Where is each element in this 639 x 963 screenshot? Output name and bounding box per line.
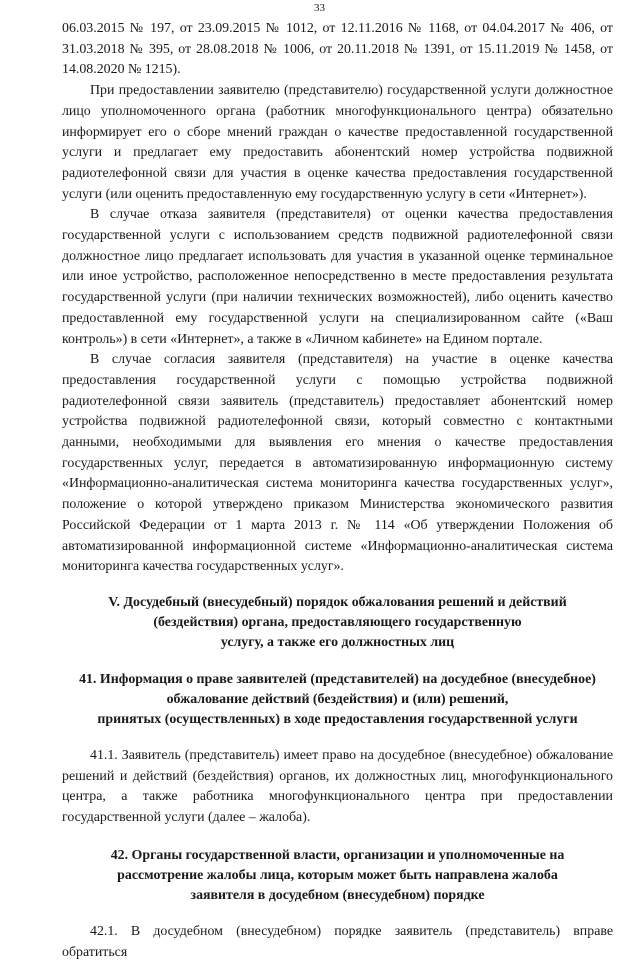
subsection-42-heading-line: 42. Органы государственной власти, организации и уполномоченные на xyxy=(110,847,565,863)
paragraph-42-1: 42.1. В досудебном (внесудебном) порядке заявитель (представитель) вправе обратиться xyxy=(62,923,613,960)
paragraph-41-1: 41.1. Заявитель (представитель) имеет право на досудебное (внесудебное) обжалование решений и действий (бездействия) органов, их должностных лиц, многофункционального центра, а также работника многофункционального центра при предоставлении государственной услуги (далее – жалоба). xyxy=(62,747,613,826)
subsection-41-heading-line: 41. Информация о праве заявителей (представителей) на досудебное (внесудебное) xyxy=(79,671,596,687)
section-v-heading-line: V. Досудебный (внесудебный) порядок обжалования решений и действий xyxy=(108,594,567,610)
document-body xyxy=(62,19,613,963)
subsection-42-heading xyxy=(62,846,613,906)
paragraph-amendments: 06.03.2015 № 197, от 23.09.2015 № 1012, от 12.11.2016 № 1168, от 04.04.2017 № 406, от 31.03.2018 № 395, от 28.08.2018 № 1006, от 20.11.2018 № 1391, от 15.11.2019 № 1458, от 14.08.2020 № 1215). xyxy=(62,21,613,78)
subsection-41-heading xyxy=(62,670,613,730)
paragraph-consent-to-assessment: В случае согласия заявителя (представителя) на участие в оценке качества предоставления государственной услуги с помощью устройства подвижной радиотелефонной связи заявитель (представитель) предоставляет абонентский номер устройства подвижной радиотелефонной связи, который совместно с контактными данными, необходимыми для выявления его мнения о качестве предоставления государственных услуг, передается в автоматизированную информационную систему «Информационно-аналитическая система мониторинга качества государственных услуг», положение о которой утверждено приказом Министерства экономического развития Российской Федерации от 1 марта 2013 г. № 114 «Об утверждении Положения об автоматизированной информационной системе «Информационно-аналитическая система мониторинга качества государственных услуг». xyxy=(62,352,613,575)
subsection-42-heading-line: заявителя в досудебном (внесудебном) порядке xyxy=(190,887,485,903)
section-v-heading-line: (бездействия) органа, предоставляющего государственную xyxy=(153,614,522,630)
subsection-41-heading-line: принятых (осуществленных) в ходе предоставления государственной услуги xyxy=(97,711,578,727)
section-v-heading-line: услугу, а также его должностных лиц xyxy=(220,634,455,650)
paragraph-opinion-collection: При предоставлении заявителю (представителю) государственной услуги должностное лицо уполномоченного органа (работник многофункционального центра) обязательно информирует его о сборе мнений граждан о качестве предоставленной государственной услуги и предлагает ему предоставить абонентский номер устройства подвижной радиотелефонной связи для участия в оценке качества предоставления государственной услуги (или оценить предоставленную ему государственную услугу в сети «Интернет»). xyxy=(62,83,613,202)
page-number: 33 xyxy=(314,2,325,14)
subsection-41-heading-line: обжалование действий (бездействия) и (или) решений, xyxy=(166,691,509,707)
paragraph-refusal-of-assessment: В случае отказа заявителя (представителя) от оценки качества предоставления государственной услуги с использованием средств подвижной радиотелефонной связи должностное лицо предлагает использовать для участия в указанной оценке терминальное или иное устройство, расположенное непосредственно в месте предоставления результата государственной услуги (при наличии технических возможностей), либо оценить качество предоставленной ему государственной услуги на специализированном сайте («Ваш контроль») в сети «Интернет», а также в «Личном кабинете» на Едином портале. xyxy=(62,207,613,347)
section-v-heading xyxy=(62,593,613,653)
subsection-42-heading-line: рассмотрение жалобы лица, которым может быть направлена жалоба xyxy=(117,867,558,883)
